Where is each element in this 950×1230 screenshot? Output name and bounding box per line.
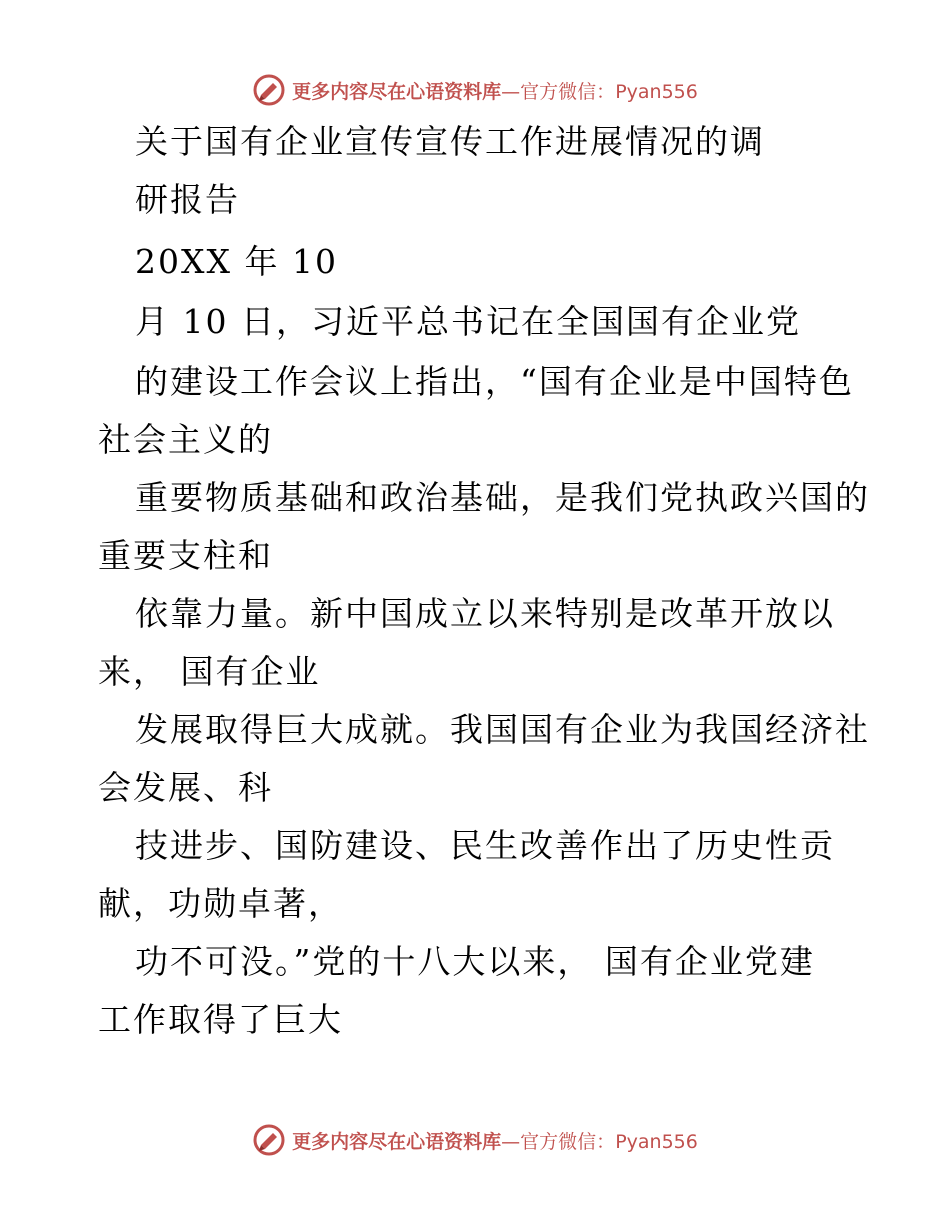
banner-main-text: 更多内容尽在心语资料库 (292, 1130, 502, 1153)
banner-separator: — (501, 80, 521, 103)
banner-separator: — (501, 1130, 521, 1153)
text-line: 重要物质基础和政治基础，是我们党执政兴国的 (135, 478, 870, 517)
banner-main-text: 更多内容尽在心语资料库 (292, 80, 502, 103)
text-line: 发展取得巨大成就。我国国有企业为我国经济社 (135, 710, 870, 749)
text-line: 工作取得了巨大 (98, 1000, 343, 1039)
document-title-line: 关于国有企业宣传宣传工作进展情况的调 (135, 122, 765, 161)
banner-text (292, 77, 698, 104)
logo-icon (252, 73, 286, 107)
text-line: 技进步、国防建设、民生改善作出了历史性贡 (135, 826, 835, 865)
document-title-line: 研报告 (135, 180, 240, 219)
text-line: 会发展、科 (98, 768, 273, 807)
text-line: 依靠力量。新中国成立以来特别是改革开放以 (135, 594, 835, 633)
banner-wechat-id: Pyan556 (615, 1130, 698, 1153)
text-line: 社会主义的 (98, 420, 273, 459)
banner-text (292, 1127, 698, 1154)
text-line: 的建设工作会议上指出，“国有企业是中国特色 (135, 362, 854, 401)
text-line: 献，功勋卓著， (98, 884, 343, 923)
logo-icon (252, 1123, 286, 1157)
footer-banner (0, 1120, 950, 1160)
banner-wechat-label: 官方微信： (520, 80, 616, 103)
header-banner (0, 70, 950, 110)
banner-wechat-id: Pyan556 (615, 80, 698, 103)
text-line: 功不可没。”党的十八大以来， 国有企业党建 (135, 942, 815, 981)
text-line: 重要支柱和 (98, 536, 273, 575)
text-line: 20XX 年 10 (135, 242, 338, 281)
text-line: 来， 国有企业 (98, 652, 321, 691)
text-line: 月 10 日，习近平总书记在全国国有企业党 (135, 302, 801, 341)
banner-wechat-label: 官方微信： (520, 1130, 616, 1153)
